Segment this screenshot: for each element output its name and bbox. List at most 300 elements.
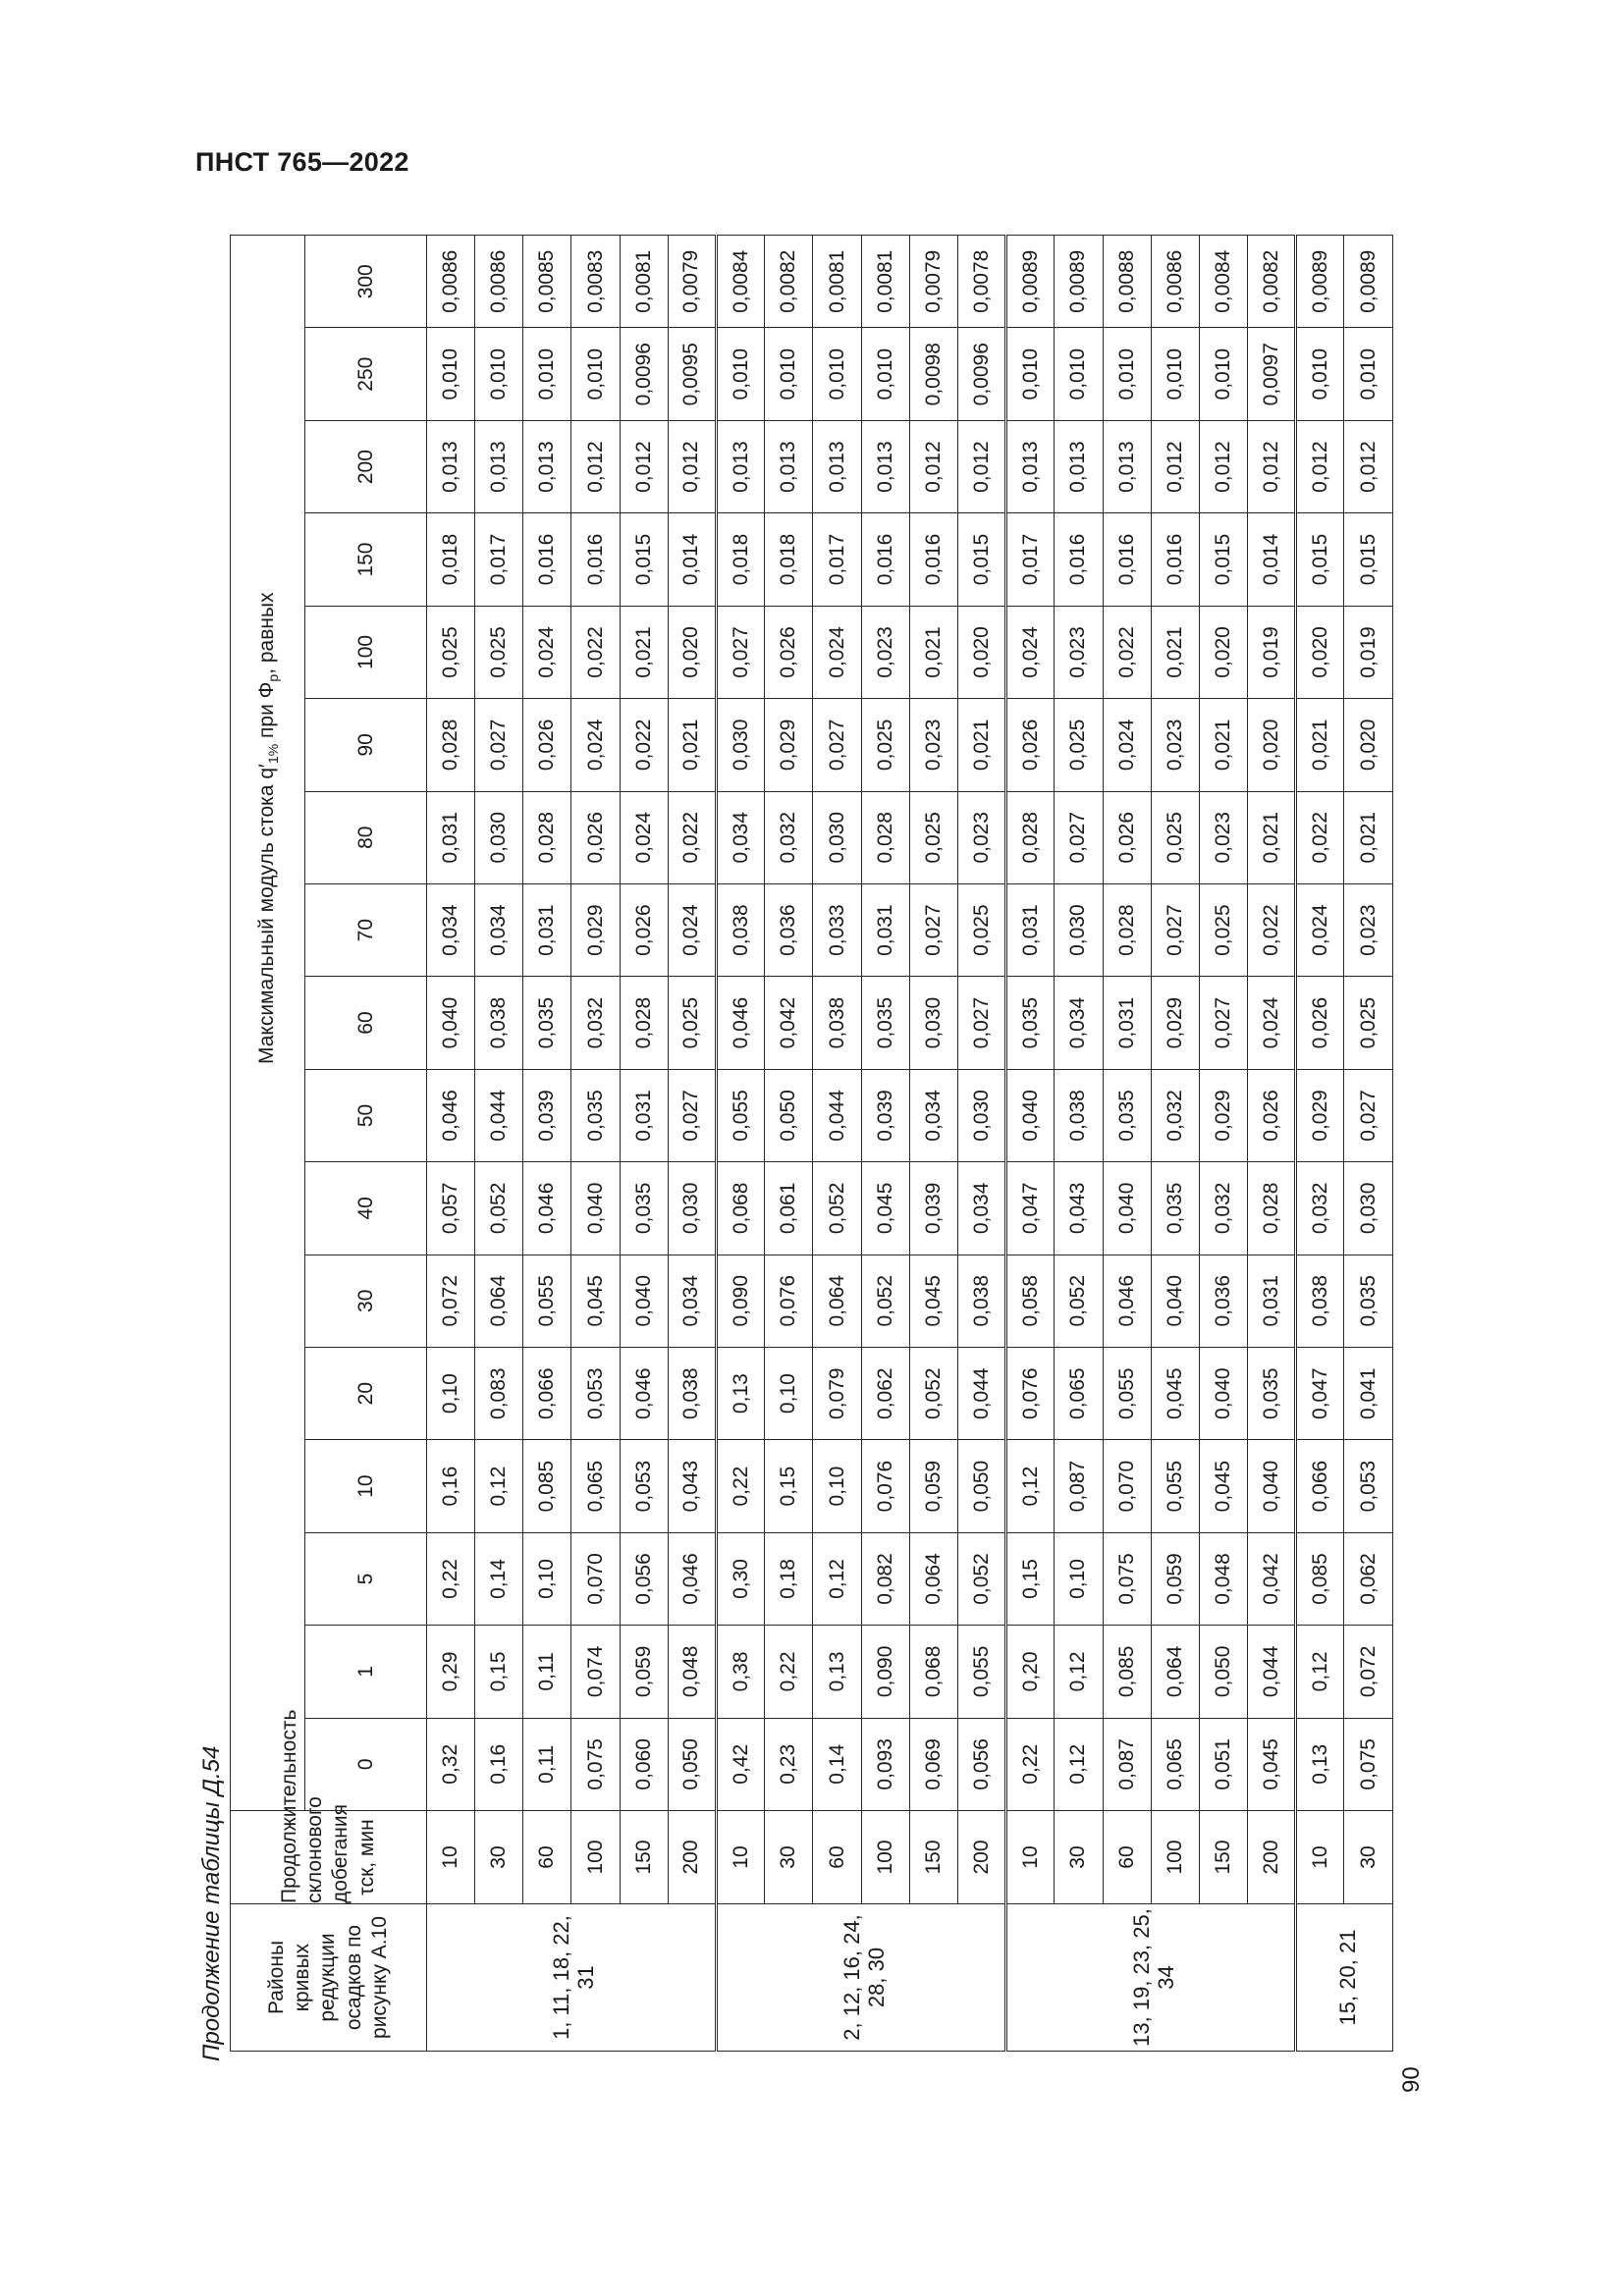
- value-cell: 0,10: [765, 1347, 813, 1439]
- value-cell: 0,055: [523, 1255, 571, 1347]
- table-row: [523, 236, 571, 2052]
- phi-header: 70: [305, 883, 427, 976]
- value-cell: 0,034: [426, 883, 474, 976]
- value-cell: 0,22: [765, 1626, 813, 1718]
- header-part-main-sub: 1%: [264, 743, 281, 765]
- value-cell: 0,025: [668, 977, 716, 1069]
- value-cell: 0,085: [523, 1440, 571, 1532]
- value-cell: 0,014: [1248, 513, 1296, 606]
- header-part-main-suffix: , равных: [254, 592, 278, 674]
- header-part-main-mid: при Φ: [254, 681, 278, 744]
- value-cell: 0,046: [668, 1532, 716, 1625]
- value-cell: 0,087: [1055, 1440, 1103, 1532]
- value-cell: 0,10: [523, 1532, 571, 1625]
- value-cell: 0,013: [475, 420, 523, 512]
- value-cell: 0,038: [475, 977, 523, 1069]
- value-cell: 0,0081: [620, 236, 668, 328]
- value-cell: 0,0078: [957, 236, 1005, 328]
- value-cell: 0,12: [1006, 1440, 1055, 1532]
- value-cell: 0,044: [813, 1069, 861, 1161]
- region-column-header: Районы кривых редукции осадков по рисунку А.10: [231, 1904, 427, 2052]
- value-cell: 0,064: [909, 1532, 957, 1625]
- value-cell: 0,061: [765, 1162, 813, 1255]
- value-cell: 0,035: [1151, 1162, 1199, 1255]
- value-cell: 0,085: [1296, 1532, 1344, 1625]
- value-cell: 0,050: [1199, 1626, 1247, 1718]
- value-cell: 0,22: [426, 1532, 474, 1625]
- value-cell: 0,034: [717, 791, 765, 883]
- value-cell: 0,024: [1103, 699, 1151, 791]
- phi-header: 150: [305, 513, 427, 606]
- value-cell: 0,12: [1296, 1626, 1344, 1718]
- value-cell: 0,026: [1103, 791, 1151, 883]
- phi-header: 1: [305, 1626, 427, 1718]
- value-cell: 0,32: [426, 1718, 474, 1810]
- value-cell: 0,016: [909, 513, 957, 606]
- value-cell: 0,028: [620, 977, 668, 1069]
- value-cell: 0,033: [813, 883, 861, 976]
- value-cell: 0,036: [1199, 1255, 1247, 1347]
- value-cell: 0,022: [668, 791, 716, 883]
- value-cell: 0,032: [1296, 1162, 1344, 1255]
- value-cell: 0,0089: [1296, 236, 1344, 328]
- value-cell: 0,027: [1151, 883, 1199, 976]
- value-cell: 0,053: [571, 1347, 620, 1439]
- value-cell: 0,045: [909, 1255, 957, 1347]
- value-cell: 0,055: [1103, 1347, 1151, 1439]
- duration-cell: 30: [475, 1811, 523, 1904]
- value-cell: 0,13: [813, 1626, 861, 1718]
- value-cell: 0,021: [1151, 606, 1199, 698]
- value-cell: 0,060: [620, 1718, 668, 1810]
- value-cell: 0,021: [909, 606, 957, 698]
- value-cell: 0,032: [765, 791, 813, 883]
- value-cell: 0,024: [668, 883, 716, 976]
- table-row: [1055, 236, 1103, 2052]
- value-cell: 0,025: [426, 606, 474, 698]
- value-cell: 0,024: [1296, 883, 1344, 976]
- value-cell: 0,015: [1199, 513, 1247, 606]
- value-cell: 0,015: [957, 513, 1005, 606]
- value-cell: 0,0086: [475, 236, 523, 328]
- value-cell: 0,034: [909, 1069, 957, 1161]
- region-cell: 2, 12, 16, 24, 28, 30: [717, 1904, 1006, 2052]
- value-cell: 0,030: [813, 791, 861, 883]
- page-number: 90: [1398, 2066, 1425, 2093]
- value-cell: 0,038: [717, 883, 765, 976]
- value-cell: 0,016: [1055, 513, 1103, 606]
- value-cell: 0,035: [1344, 1255, 1393, 1347]
- value-cell: 0,012: [668, 420, 716, 512]
- value-cell: 0,022: [571, 606, 620, 698]
- value-cell: 0,039: [523, 1069, 571, 1161]
- value-cell: 0,046: [523, 1162, 571, 1255]
- value-cell: 0,034: [1055, 977, 1103, 1069]
- value-cell: 0,047: [1296, 1347, 1344, 1439]
- value-cell: 0,010: [1055, 328, 1103, 420]
- value-cell: 0,030: [957, 1069, 1005, 1161]
- value-cell: 0,038: [1055, 1069, 1103, 1161]
- value-cell: 0,0095: [668, 328, 716, 420]
- value-cell: 0,14: [475, 1532, 523, 1625]
- value-cell: 0,028: [1006, 791, 1055, 883]
- duration-cell: 30: [1344, 1811, 1393, 1904]
- value-cell: 0,016: [571, 513, 620, 606]
- duration-cell: 150: [620, 1811, 668, 1904]
- duration-cell: 10: [426, 1811, 474, 1904]
- value-cell: 0,023: [861, 606, 909, 698]
- table-row: [813, 236, 861, 2052]
- value-cell: 0,045: [571, 1255, 620, 1347]
- phi-header: 0: [305, 1718, 427, 1810]
- value-cell: 0,030: [909, 977, 957, 1069]
- table-row: [620, 236, 668, 2052]
- value-cell: 0,028: [1103, 883, 1151, 976]
- duration-cell: 10: [717, 1811, 765, 1904]
- value-cell: 0,010: [1344, 328, 1393, 420]
- value-cell: 0,010: [765, 328, 813, 420]
- value-cell: 0,026: [1248, 1069, 1296, 1161]
- value-cell: 0,026: [620, 883, 668, 976]
- value-cell: 0,031: [861, 883, 909, 976]
- value-cell: 0,052: [813, 1162, 861, 1255]
- value-cell: 0,013: [717, 420, 765, 512]
- value-cell: 0,023: [1344, 883, 1393, 976]
- value-cell: 0,012: [1248, 420, 1296, 512]
- value-cell: 0,029: [765, 699, 813, 791]
- value-cell: 0,29: [426, 1626, 474, 1718]
- value-cell: 0,0089: [1006, 236, 1055, 328]
- value-cell: 0,016: [1103, 513, 1151, 606]
- value-cell: 0,020: [957, 606, 1005, 698]
- value-cell: 0,045: [1151, 1347, 1199, 1439]
- duration-header-line1: Продолжительность склонового добегания: [277, 1709, 352, 1903]
- value-cell: 0,0082: [1248, 236, 1296, 328]
- value-cell: 0,034: [957, 1162, 1005, 1255]
- region-cell: 13, 19, 23, 25, 34: [1006, 1904, 1296, 2052]
- value-cell: 0,12: [475, 1440, 523, 1532]
- value-cell: 0,052: [475, 1162, 523, 1255]
- table-row: [668, 236, 716, 2052]
- phi-header: 300: [305, 236, 427, 328]
- value-cell: 0,018: [765, 513, 813, 606]
- value-cell: 0,031: [1006, 883, 1055, 976]
- duration-cell: 150: [1199, 1811, 1247, 1904]
- duration-column-header: [231, 1709, 427, 1904]
- table-row: [1248, 236, 1296, 2052]
- value-cell: 0,0086: [1151, 236, 1199, 328]
- duration-cell: 60: [523, 1811, 571, 1904]
- phi-header: 10: [305, 1440, 427, 1532]
- value-cell: 0,012: [1296, 420, 1344, 512]
- duration-cell: 200: [1248, 1811, 1296, 1904]
- value-cell: 0,040: [426, 977, 474, 1069]
- value-cell: 0,22: [717, 1440, 765, 1532]
- value-cell: 0,057: [426, 1162, 474, 1255]
- table-row: [1344, 236, 1393, 2052]
- value-cell: 0,15: [475, 1626, 523, 1718]
- value-cell: 0,015: [1296, 513, 1344, 606]
- table-caption: Продолжение таблицы Д.54: [198, 1745, 225, 2061]
- value-cell: 0,0096: [620, 328, 668, 420]
- value-cell: 0,021: [1344, 791, 1393, 883]
- value-cell: 0,066: [1296, 1440, 1344, 1532]
- value-cell: 0,0097: [1248, 328, 1296, 420]
- value-cell: 0,032: [571, 977, 620, 1069]
- value-cell: 0,035: [571, 1069, 620, 1161]
- value-cell: 0,010: [717, 328, 765, 420]
- value-cell: 0,0079: [909, 236, 957, 328]
- table-row: [717, 236, 765, 2052]
- value-cell: 0,076: [765, 1255, 813, 1347]
- value-cell: 0,020: [1296, 606, 1344, 698]
- value-cell: 0,056: [620, 1532, 668, 1625]
- value-cell: 0,045: [1248, 1718, 1296, 1810]
- value-cell: 0,12: [1055, 1626, 1103, 1718]
- duration-cell: 10: [1296, 1811, 1344, 1904]
- value-cell: 0,027: [957, 977, 1005, 1069]
- value-cell: 0,045: [1199, 1440, 1247, 1532]
- value-cell: 0,15: [765, 1440, 813, 1532]
- value-cell: 0,027: [717, 606, 765, 698]
- value-cell: 0,046: [426, 1069, 474, 1161]
- value-cell: 0,017: [813, 513, 861, 606]
- value-cell: 0,027: [813, 699, 861, 791]
- value-cell: 0,036: [765, 883, 813, 976]
- value-cell: 0,072: [426, 1255, 474, 1347]
- value-cell: 0,0084: [1199, 236, 1247, 328]
- value-cell: 0,028: [426, 699, 474, 791]
- value-cell: 0,0086: [426, 236, 474, 328]
- value-cell: 0,022: [1248, 883, 1296, 976]
- value-cell: 0,13: [1296, 1718, 1344, 1810]
- value-cell: 0,035: [1006, 977, 1055, 1069]
- value-cell: 0,050: [957, 1440, 1005, 1532]
- value-cell: 0,020: [1248, 699, 1296, 791]
- value-cell: 0,010: [1199, 328, 1247, 420]
- duration-cell: 150: [909, 1811, 957, 1904]
- value-cell: 0,0088: [1103, 236, 1151, 328]
- value-cell: 0,013: [523, 420, 571, 512]
- value-cell: 0,051: [1199, 1718, 1247, 1810]
- data-table: [230, 235, 1393, 2052]
- value-cell: 0,075: [571, 1718, 620, 1810]
- value-cell: 0,031: [620, 1069, 668, 1161]
- phi-header: 20: [305, 1347, 427, 1439]
- value-cell: 0,017: [475, 513, 523, 606]
- value-cell: 0,047: [1006, 1162, 1055, 1255]
- value-cell: 0,10: [426, 1347, 474, 1439]
- value-cell: 0,031: [426, 791, 474, 883]
- value-cell: 0,12: [813, 1532, 861, 1625]
- value-cell: 0,066: [523, 1347, 571, 1439]
- duration-cell: 10: [1006, 1811, 1055, 1904]
- table-row: [1296, 236, 1344, 2052]
- value-cell: 0,021: [1296, 699, 1344, 791]
- value-cell: 0,010: [813, 328, 861, 420]
- value-cell: 0,021: [1199, 699, 1247, 791]
- value-cell: 0,038: [813, 977, 861, 1069]
- value-cell: 0,016: [861, 513, 909, 606]
- value-cell: 0,027: [475, 699, 523, 791]
- value-cell: 0,14: [813, 1718, 861, 1810]
- value-cell: 0,027: [1055, 791, 1103, 883]
- value-cell: 0,010: [571, 328, 620, 420]
- value-cell: 0,034: [668, 1255, 716, 1347]
- value-cell: 0,019: [1344, 606, 1393, 698]
- header-part-main-prefix: Максимальный модуль стока q′: [254, 764, 278, 1064]
- value-cell: 0,031: [523, 883, 571, 976]
- value-cell: 0,032: [1151, 1069, 1199, 1161]
- value-cell: 0,38: [717, 1626, 765, 1718]
- value-cell: 0,042: [765, 977, 813, 1069]
- value-cell: 0,018: [717, 513, 765, 606]
- value-cell: 0,031: [1103, 977, 1151, 1069]
- value-cell: 0,23: [765, 1718, 813, 1810]
- value-cell: 0,20: [1006, 1626, 1055, 1718]
- value-cell: 0,030: [475, 791, 523, 883]
- value-cell: 0,013: [1055, 420, 1103, 512]
- value-cell: 0,10: [813, 1440, 861, 1532]
- value-cell: 0,035: [861, 977, 909, 1069]
- value-cell: 0,16: [426, 1440, 474, 1532]
- duration-header-unit: τск, мин: [354, 1819, 378, 1896]
- value-cell: 0,11: [523, 1718, 571, 1810]
- duration-cell: 100: [861, 1811, 909, 1904]
- value-cell: 0,052: [1055, 1255, 1103, 1347]
- value-cell: 0,046: [717, 977, 765, 1069]
- value-cell: 0,040: [1006, 1069, 1055, 1161]
- value-cell: 0,075: [1344, 1718, 1393, 1810]
- value-cell: 0,053: [1344, 1440, 1393, 1532]
- value-cell: 0,074: [571, 1626, 620, 1718]
- value-cell: 0,019: [1248, 606, 1296, 698]
- value-cell: 0,023: [1151, 699, 1199, 791]
- value-cell: 0,028: [861, 791, 909, 883]
- value-cell: 0,025: [1199, 883, 1247, 976]
- value-cell: 0,028: [1248, 1162, 1296, 1255]
- header-part-main-sub2: p: [264, 673, 281, 682]
- value-cell: 0,032: [1199, 1162, 1247, 1255]
- value-cell: 0,025: [909, 791, 957, 883]
- value-cell: 0,010: [426, 328, 474, 420]
- region-cell: 1, 11, 18, 22, 31: [426, 1904, 716, 2052]
- value-cell: 0,010: [1103, 328, 1151, 420]
- value-cell: 0,038: [957, 1255, 1005, 1347]
- value-cell: 0,082: [861, 1532, 909, 1625]
- value-cell: 0,035: [523, 977, 571, 1069]
- value-cell: 0,035: [1248, 1347, 1296, 1439]
- phi-header: 200: [305, 420, 427, 512]
- value-cell: 0,041: [1344, 1347, 1393, 1439]
- value-cell: 0,090: [717, 1255, 765, 1347]
- value-cell: 0,039: [861, 1069, 909, 1161]
- value-cell: 0,024: [813, 606, 861, 698]
- table-row: [861, 236, 909, 2052]
- value-cell: 0,015: [1344, 513, 1393, 606]
- value-cell: 0,039: [909, 1162, 957, 1255]
- value-cell: 0,058: [1006, 1255, 1055, 1347]
- value-cell: 0,021: [957, 699, 1005, 791]
- value-cell: 0,013: [426, 420, 474, 512]
- value-cell: 0,010: [475, 328, 523, 420]
- phi-header: 30: [305, 1255, 427, 1347]
- value-cell: 0,030: [1055, 883, 1103, 976]
- value-cell: 0,059: [909, 1440, 957, 1532]
- duration-cell: 100: [571, 1811, 620, 1904]
- value-cell: 0,035: [1103, 1069, 1151, 1161]
- value-cell: 0,052: [909, 1347, 957, 1439]
- phi-header: 90: [305, 699, 427, 791]
- value-cell: 0,040: [620, 1255, 668, 1347]
- value-cell: 0,056: [957, 1718, 1005, 1810]
- value-cell: 0,038: [668, 1347, 716, 1439]
- value-cell: 0,012: [1344, 420, 1393, 512]
- value-cell: 0,020: [1199, 606, 1247, 698]
- value-cell: 0,013: [1006, 420, 1055, 512]
- value-cell: 0,010: [523, 328, 571, 420]
- value-cell: 0,021: [1248, 791, 1296, 883]
- value-cell: 0,010: [1296, 328, 1344, 420]
- value-cell: 0,044: [475, 1069, 523, 1161]
- value-cell: 0,025: [861, 699, 909, 791]
- value-cell: 0,064: [475, 1255, 523, 1347]
- value-cell: 0,0085: [523, 236, 571, 328]
- value-cell: 0,040: [1248, 1440, 1296, 1532]
- value-cell: 0,025: [1344, 977, 1393, 1069]
- value-cell: 0,068: [717, 1162, 765, 1255]
- value-cell: 0,030: [668, 1162, 716, 1255]
- value-cell: 0,026: [571, 791, 620, 883]
- phi-header: 40: [305, 1162, 427, 1255]
- value-cell: 0,045: [861, 1162, 909, 1255]
- value-cell: 0,030: [717, 699, 765, 791]
- value-cell: 0,064: [1151, 1626, 1199, 1718]
- value-cell: 0,048: [1199, 1532, 1247, 1625]
- table-row: [1199, 236, 1247, 2052]
- value-cell: 0,021: [620, 606, 668, 698]
- value-cell: 0,013: [765, 420, 813, 512]
- value-cell: 0,026: [1296, 977, 1344, 1069]
- value-cell: 0,055: [717, 1069, 765, 1161]
- value-cell: 0,065: [1151, 1718, 1199, 1810]
- value-cell: 0,010: [861, 328, 909, 420]
- value-cell: 0,040: [1103, 1162, 1151, 1255]
- duration-cell: 30: [765, 1811, 813, 1904]
- value-cell: 0,012: [1151, 420, 1199, 512]
- value-cell: 0,018: [426, 513, 474, 606]
- value-cell: 0,026: [523, 699, 571, 791]
- value-cell: 0,043: [1055, 1162, 1103, 1255]
- value-cell: 0,072: [1344, 1626, 1393, 1718]
- phi-header: 80: [305, 791, 427, 883]
- value-cell: 0,022: [620, 699, 668, 791]
- value-cell: 0,13: [717, 1347, 765, 1439]
- phi-header: 50: [305, 1069, 427, 1161]
- value-cell: 0,012: [571, 420, 620, 512]
- table-row: [909, 236, 957, 2052]
- value-cell: 0,025: [957, 883, 1005, 976]
- value-cell: 0,062: [1344, 1532, 1393, 1625]
- value-cell: 0,068: [909, 1626, 957, 1718]
- phi-header: 100: [305, 606, 427, 698]
- value-cell: 0,087: [1103, 1718, 1151, 1810]
- value-cell: 0,070: [571, 1532, 620, 1625]
- value-cell: 0,076: [1006, 1347, 1055, 1439]
- value-cell: 0,083: [475, 1347, 523, 1439]
- value-cell: 0,0096: [957, 328, 1005, 420]
- value-cell: 0,059: [1151, 1532, 1199, 1625]
